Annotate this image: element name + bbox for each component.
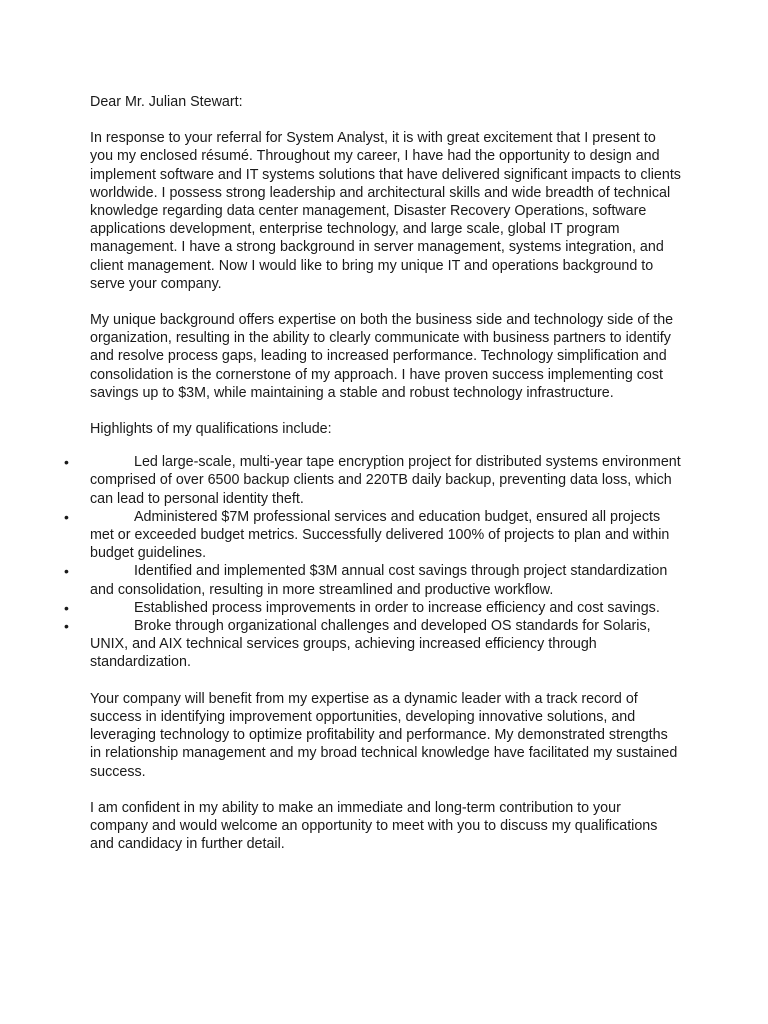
bullet-icon: • (64, 618, 69, 635)
list-item-content: Established process improvements in order to increase efficiency and cost savings. (134, 599, 660, 616)
list-item (0, 599, 682, 617)
list-item-text (90, 508, 682, 563)
paragraph-background: My unique background offers expertise on both the business side and technology side of the organization, resulting in the ability to clearly communicate with business partners to identify and resolve process gaps, leading to increased performance. Technology simplification and consolidation is the cornerstone of my approach. I have proven success implementing cost savings up to $3M, while maintaining a stable and robust technology infrastructure. (90, 312, 674, 401)
paragraph-closing: I am confident in my ability to make an immediate and long-term contribution to your company and would welcome an opportunity to meet with you to discuss my qualifications and candidacy in further detail. (90, 799, 658, 853)
list-item-content: Led large-scale, multi-year tape encryption project for distributed systems environment comprised of over 6500 backup clients and 220TB daily backup, preventing data loss, which can lead to personal identity theft. (90, 454, 681, 507)
list-item (0, 617, 682, 672)
highlights-intro: Highlights of my qualifications include: (90, 421, 332, 438)
bullet-icon: • (64, 599, 69, 616)
bullet-icon: • (64, 508, 69, 525)
list-item-text (90, 599, 682, 617)
list-item-content: Administered $7M professional services and education budget, ensured all projects met or exceeded budget metrics. Successfully delivered 100% of projects to plan and within budget guidelines. (90, 508, 670, 562)
cover-letter (64, 93, 682, 853)
bullet-icon: • (64, 563, 69, 580)
qualifications-list (0, 453, 682, 671)
list-item-content: Identified and implemented $3M annual cost savings through project standardization and consolidation, resulting in more streamlined and productive workflow. (90, 563, 668, 598)
salutation: Dear Mr. Julian Stewart: (90, 94, 243, 110)
list-item (0, 562, 682, 598)
list-item-text (90, 453, 682, 508)
bullet-icon: • (64, 454, 69, 471)
list-item-content: Broke through organizational challenges and developed OS standards for Solaris, UNIX, and AIX technical services groups, achieving increased efficiency through standardization. (90, 618, 651, 671)
list-item (0, 508, 682, 563)
paragraph-benefits: Your company will benefit from my expertise as a dynamic leader with a track record of success in identifying improvement opportunities, developing innovative solutions, and leveraging technology to optimize profitability and performance. My demonstrated strengths in relationship management and my broad technical knowledge have facilitated my sustained success. (90, 690, 678, 780)
list-item (0, 453, 682, 508)
list-item-text (90, 617, 682, 672)
list-item-text (90, 562, 682, 598)
paragraph-introduction: In response to your referral for System Analyst, it is with great excitement that I present to you my enclosed résumé. Throughout my career, I have had the opportunity to design and implement software and IT systems solutions that have delivered significant impacts to clients worldwide. I possess strong leadership and architectural skills and wide breadth of technical knowledge regarding data center management, Disaster Recovery Operations, software applications development, enterprise technology, and large scale, global IT program management. I have a strong background in server management, systems integration, and client management. Now I would like to bring my unique IT and operations background to serve your company. (90, 130, 681, 292)
